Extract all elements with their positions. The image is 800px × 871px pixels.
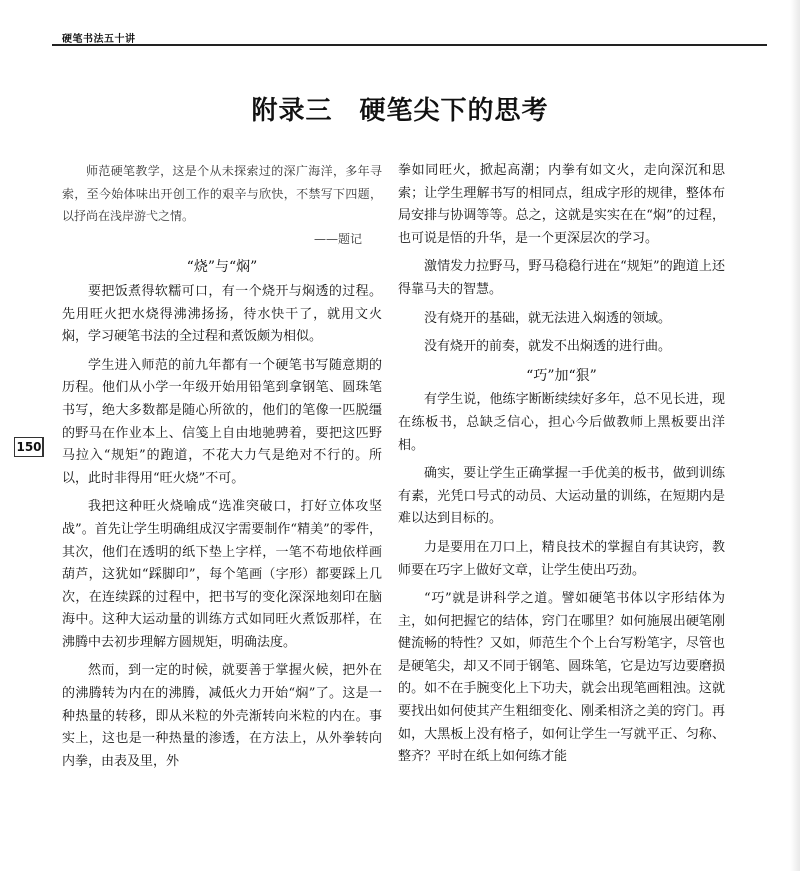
paragraph: 要把饭煮得软糯可口，有一个烧开与焖透的过程。先用旺火把水烧得沸沸扬扬，待水快干了，就用文火焖，学习硬笔书法的全过程和煮饭颇为相似。 <box>62 283 382 345</box>
left-column <box>62 160 382 773</box>
paragraph: 激情发力拉野马，野马稳稳行进在“规矩”的跑道上还得靠马夫的智慧。 <box>398 259 725 297</box>
right-column <box>398 160 725 769</box>
scan-edge <box>790 0 800 871</box>
paragraph: 确实，要让学生正确掌握一手优美的板书，做到训练有素，光凭口号式的动员、大运动量的训练，在短期内是难以达到目标的。 <box>398 466 725 527</box>
running-header: 硬笔书法五十讲 <box>62 34 136 45</box>
paragraph-continued: 拳如同旺火，掀起高潮；内拳有如文火，走向深沉和思索；让学生理解书写的相同点，组成字形的规律，整体布局安排与协调等等。总之，这就是实实在在“焖”的过程，也可说是悟的升华，是一个更深层次的学习。 <box>398 163 725 246</box>
paragraph: 有学生说，他练字断断续续好多年，总不见长进，现在练板书，总缺乏信心，担心今后做教师上黑板要出洋相。 <box>398 392 725 453</box>
paragraph: “巧”就是讲科学之道。譬如硬笔书体以字形结体为主，如何把握它的结体，窍门在哪里？如何施展出硬笔刚健流畅的特性？又如，师范生个个上台写粉笔字，尽管也是硬笔尖，却又不同于钢笔、圆珠笔，它是边写边要磨损的。如不在手腕变化上下功夫，就会出现笔画粗浊。这就要找出如何使其产生粗细变化、刚柔相济之美的窍门。再如，大黑板上没有格子，如何让学生一写就平正、匀称、整齐？平时在纸上如何练才能 <box>398 591 725 765</box>
page-number-tab: 150 <box>14 437 43 457</box>
paragraph: 然而，到一定的时候，就要善于掌握火候，把外在的沸腾转为内在的沸腾，减低火力开始“焖”了。这是一种热量的转移，即从米粒的外壳渐转向米粒的内在。事实上，这也是一种热量的渗透，在方法上，从外拳转向内拳，由表及里，外 <box>62 663 382 769</box>
section-heading-shao-men: “烧”与“焖” <box>186 259 258 276</box>
header-rule <box>52 44 767 46</box>
paragraph: 我把这种旺火烧喻成“选准突破口，打好立体攻坚战”。首先让学生明确组成汉字需要制作“精美”的零件，其次，他们在透明的纸下垫上字样，一笔不苟地依样画葫芦，这犹如“踩脚印”，每个笔画（字形）都要踩上几次，在连续踩的过程中，把书写的变化深深地刻印在脑海中。这种大运动量的训练方式如同旺火煮饭那样，在沸腾中去初步理解方圆规矩，明确法度。 <box>62 499 382 650</box>
paragraph: 没有烧开的基础，就无法进入焖透的领域。 <box>424 310 672 326</box>
paragraph: 没有烧开的前奏，就发不出焖透的进行曲。 <box>424 339 672 355</box>
page-tab-rule <box>42 437 44 457</box>
epigraph-text: 师范硬笔教学，这是个从未探索过的深广海洋，多年寻索，至今始体味出开创工作的艰辛与欣快，不禁写下四题，以抒尚在浅岸游弋之情。 <box>62 164 382 224</box>
section-heading-qiao-hen: “巧”加“狠” <box>526 367 597 384</box>
epigraph-signature: ——题记 <box>313 231 362 246</box>
paragraph: 学生进入师范的前九年都有一个硬笔书写随意期的历程。他们从小学一年级开始用铅笔到拿钢笔、圆珠笔书写，绝大多数都是随心所欲的，他们的笔像一匹脱缰的野马在作业本上、信笺上自由地驰骋着，要把这匹野马拉入“规矩”的跑道，不花大力气是绝对不行的。所以，此时非得用“旺火烧”不可。 <box>62 357 382 486</box>
paragraph: 力是要用在刀口上，精良技术的掌握自有其诀窍，教师要在巧字上做好文章，让学生使出巧劲。 <box>398 539 725 578</box>
chapter-title: 附录三 硬笔尖下的思考 <box>251 96 549 126</box>
